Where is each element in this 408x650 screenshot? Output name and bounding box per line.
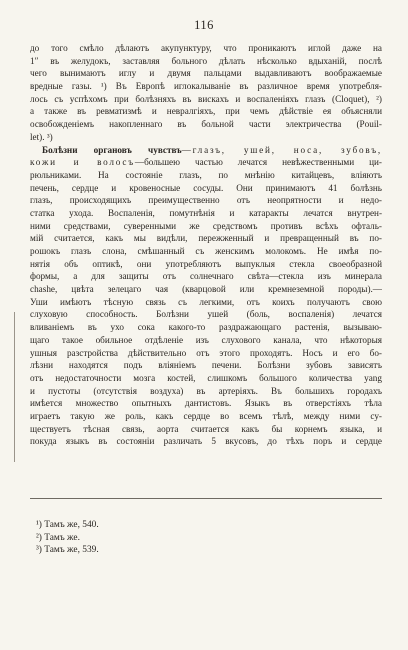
text-line: Уши имѣютъ тѣсную связь съ легкими, отъ коихъ получаютъ свою: [30, 296, 382, 307]
text-line: вливаніемъ въ ухо сока какого-то раздражающаго растенія, вызываю-: [30, 322, 382, 333]
text-line: до того смѣло дѣлаютъ акупунктуру, что проникаютъ иглой даже на: [30, 43, 382, 53]
footnote: ³) Тамъ же, 539.: [36, 545, 99, 556]
text-line: глазъ, происходящихъ преимущественно отъ неопрятности и недо-: [30, 195, 382, 206]
text-line: формы, а для защиты отъ солнечнаго свѣта—стекла изъ минерала: [30, 271, 382, 282]
text-line: имѣется множество опытныхъ дантистовъ. Языкъ въ отверстіяхъ тѣла: [30, 398, 382, 409]
text-line: нятія объ оптикѣ, они употребляютъ выпуклыя стекла своеобразной: [30, 258, 382, 269]
page-number: 116: [194, 18, 214, 32]
text-fragment: —глазъ, ушей, носа, зубовъ,: [181, 144, 382, 155]
text-line: а также въ ревматизмѣ и невралгіяхъ, при чемъ дѣйствіе ея объясняли: [30, 106, 382, 117]
text-line: отъ недостаточности мозга костей, слишкомъ большого количества yang: [30, 372, 382, 383]
text-line: рюльниками. На состояніе глазъ, по мнѣнію китайцевъ, вліяютъ: [30, 169, 382, 180]
text-line: статка ухода. Воспаленія, помутнѣнія и катаракты лечатся внутрен-: [30, 207, 382, 218]
text-line: покуда языкъ въ состояніи различать 5 вкусовъ, до тѣхъ поръ и сердце: [30, 436, 382, 447]
margin-pencil-mark: [14, 312, 15, 462]
footnote-spacer: [30, 502, 382, 519]
text-line: лѣзни находятся подъ вліяніемъ печени. Болѣзни зубовъ зависятъ: [30, 360, 382, 371]
text-line: мій считается, какъ мы видѣли, пережженный и превращенный въ по-: [30, 233, 382, 244]
text-line: let). ³): [30, 131, 53, 142]
text-fragment: кожи и волосъ: [30, 157, 135, 168]
text-line: ществуетъ тѣсная связь, аорта считается какъ бы корнемъ языка, и: [30, 423, 382, 434]
text-line: ними средствами, суверенными же средствомъ противъ всѣхъ офталь-: [30, 220, 382, 231]
text-line: рошокъ глазъ слона, смѣшанный съ женскимъ молокомъ. Не имѣя по-: [30, 246, 382, 256]
body-text: [30, 42, 382, 448]
text-line: [30, 156, 382, 169]
section-heading: Болѣзни органовъ чувствъ: [42, 144, 182, 155]
text-line: слуховую способность. Болѣзни ушей (боль, воспаленія) лечатся: [30, 309, 382, 320]
footnote: ²) Тамъ же.: [36, 532, 80, 543]
text-line: лось съ успѣхомъ при болѣзняхъ въ вискахъ и воспаленіяхъ глазъ (Cloquet), ²): [30, 93, 382, 104]
text-line: ушныя разстройства дѣйствительно отъ этого проходятъ. Носъ и его бо-: [30, 347, 382, 358]
text-line: и пустоты (отсутствія воздуха) въ артеріяхъ. Въ большихъ городахъ: [30, 385, 382, 396]
text-line: 1″ въ желудокъ, заставляя больного дѣлать нѣсколько вдыханій, послѣ: [30, 55, 382, 66]
text-line: играетъ такую же роль, какъ сердце во всемъ тѣлѣ, между ними су-: [30, 410, 382, 421]
text-line: чего вынимаютъ иглу и двумя пальцами выдавливаютъ воображаемые: [30, 68, 382, 79]
text-line: chashe, цвѣта зелецаго чая (кварцовой или кремнеземной породы).—: [30, 284, 382, 295]
text-line: [30, 144, 382, 157]
footnotes: [30, 498, 382, 557]
text-line: щаго такое обильное отдѣленіе изъ слухового канала, что нѣкоторыя: [30, 334, 382, 345]
paragraph-acupuncture: [30, 42, 382, 144]
text-line: печень, сердце и кровеносные сосуды. Они принимаютъ 41 болѣзнь: [30, 182, 382, 193]
text-line: вредные газы. ¹) Въ Европѣ иглокалываніе въ различное время употребля-: [30, 81, 382, 92]
text-line: освобожденіемъ накопленнаго въ больной части электричества (Pouil-: [30, 119, 382, 130]
text-fragment: —большею частью лечатся невѣжественными ци-: [134, 157, 382, 168]
paragraph-sense-organs: [30, 144, 382, 449]
footnote: ¹) Тамъ же, 540.: [36, 520, 99, 530]
